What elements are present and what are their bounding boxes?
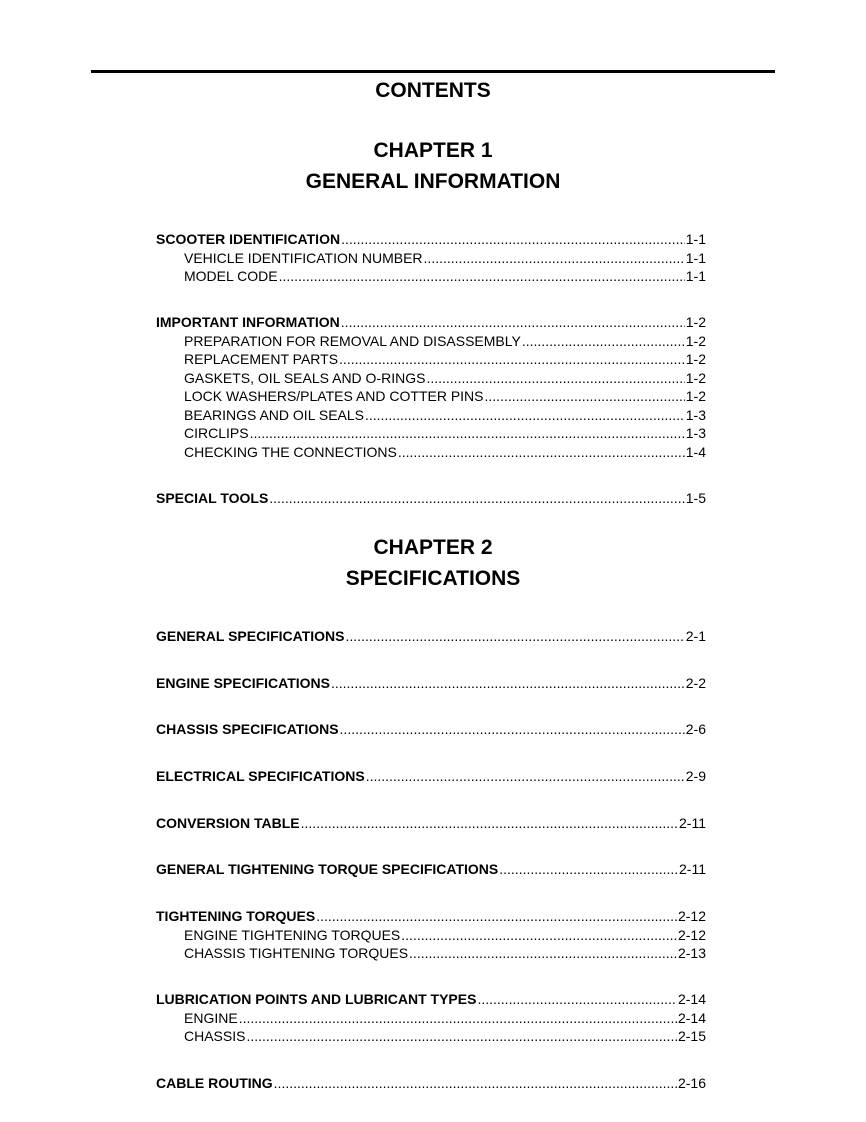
- toc-subentry[interactable]: [156, 249, 706, 268]
- dot-leader: [499, 860, 678, 879]
- contents-title: CONTENTS: [375, 79, 491, 102]
- entry-page: 2-6: [685, 721, 706, 737]
- entry-page: 2-11: [679, 861, 706, 877]
- entry-title: GASKETS, OIL SEALS AND O-RINGS: [184, 369, 426, 386]
- toc-entry[interactable]: [156, 674, 706, 693]
- dot-leader: [301, 814, 678, 833]
- entry-page: 1-3: [685, 425, 706, 441]
- toc-subentry[interactable]: [156, 926, 706, 945]
- toc-entry[interactable]: [156, 814, 706, 833]
- toc-entry[interactable]: [156, 230, 706, 249]
- toc-subentry[interactable]: [156, 424, 706, 443]
- chapter-2-label: CHAPTER 2: [373, 536, 493, 559]
- entry-page: 1-1: [685, 231, 706, 247]
- entry-page: 2-14: [677, 1009, 706, 1026]
- entry-page: 1-5: [685, 490, 706, 506]
- entry-title: CABLE ROUTING: [156, 1075, 273, 1091]
- dot-leader: [341, 313, 685, 332]
- dot-leader: [522, 332, 685, 351]
- toc-section: [156, 1074, 706, 1093]
- toc-subentry[interactable]: [156, 350, 706, 369]
- entry-title: ENGINE TIGHTENING TORQUES: [184, 926, 401, 943]
- dot-leader: [365, 406, 685, 425]
- entry-title: CHASSIS TIGHTENING TORQUES: [184, 945, 409, 961]
- entry-page: 1-2: [685, 388, 706, 404]
- dot-leader: [409, 944, 677, 963]
- toc-section: [156, 313, 706, 461]
- dot-leader: [485, 387, 685, 406]
- dot-leader: [331, 674, 685, 693]
- entry-page: 1-2: [685, 314, 706, 330]
- entry-page: 2-1: [685, 628, 706, 644]
- entry-title: ENGINE SPECIFICATIONS: [156, 675, 330, 691]
- dot-leader: [341, 230, 685, 249]
- toc-entry[interactable]: [156, 720, 706, 739]
- toc-section: [156, 230, 706, 286]
- toc-entry[interactable]: [156, 907, 706, 926]
- entry-title: CONVERSION TABLE: [156, 815, 300, 831]
- entry-page: 2-11: [679, 815, 706, 831]
- toc-subentry[interactable]: [156, 387, 706, 406]
- dot-leader: [274, 1074, 677, 1093]
- chapter-2-title: SPECIFICATIONS: [345, 567, 521, 590]
- entry-page: 2-12: [677, 926, 706, 943]
- entry-page: 1-3: [685, 406, 706, 423]
- entry-title: PREPARATION FOR REMOVAL AND DISASSEMBLY: [184, 332, 521, 349]
- dot-leader: [401, 926, 677, 945]
- entry-page: 2-14: [677, 991, 706, 1007]
- chapter-1-label: CHAPTER 1: [373, 139, 493, 162]
- toc-entry[interactable]: [156, 313, 706, 332]
- toc-subentry[interactable]: [156, 1009, 706, 1028]
- entry-title: REPLACEMENT PARTS: [184, 351, 339, 367]
- entry-page: 1-4: [685, 443, 706, 460]
- dot-leader: [346, 627, 685, 646]
- toc-subentry[interactable]: [156, 406, 706, 425]
- toc-entry[interactable]: [156, 860, 706, 879]
- toc-section: [156, 860, 706, 879]
- toc-section: [156, 674, 706, 693]
- entry-page: 2-2: [685, 675, 706, 691]
- entry-title: SPECIAL TOOLS: [156, 490, 269, 506]
- dot-leader: [316, 907, 677, 926]
- toc-section: [156, 907, 706, 963]
- toc-subentry[interactable]: [156, 1027, 706, 1046]
- entry-page: 1-2: [685, 369, 706, 386]
- toc-entry[interactable]: [156, 767, 706, 786]
- dot-leader: [246, 1027, 677, 1046]
- entry-page: 2-16: [677, 1075, 706, 1091]
- dot-leader: [366, 767, 685, 786]
- toc-section: [156, 990, 706, 1046]
- entry-title: MODEL CODE: [184, 268, 278, 284]
- entry-title: CHASSIS: [184, 1028, 246, 1044]
- toc-entry[interactable]: [156, 627, 706, 646]
- toc-entry[interactable]: [156, 1074, 706, 1093]
- entry-title: LOCK WASHERS/PLATES AND COTTER PINS: [184, 388, 484, 404]
- dot-leader: [424, 249, 685, 268]
- toc-section: [156, 767, 706, 786]
- entry-title: LUBRICATION POINTS AND LUBRICANT TYPES: [156, 991, 477, 1007]
- entry-title: TIGHTENING TORQUES: [156, 908, 316, 924]
- dot-leader: [279, 267, 685, 286]
- toc-section: [156, 814, 706, 833]
- entry-title: GENERAL SPECIFICATIONS: [156, 628, 345, 644]
- entry-page: 2-9: [685, 768, 706, 784]
- entry-page: 1-2: [685, 332, 706, 349]
- toc-subentry[interactable]: [156, 332, 706, 351]
- toc-subentry[interactable]: [156, 944, 706, 963]
- entry-title: IMPORTANT INFORMATION: [156, 314, 340, 330]
- entry-page: 1-1: [685, 268, 706, 284]
- entry-page: 2-12: [677, 908, 706, 924]
- dot-leader: [477, 990, 677, 1009]
- chapter-1-title: GENERAL INFORMATION: [305, 170, 561, 193]
- entry-title: CHASSIS SPECIFICATIONS: [156, 721, 339, 737]
- entry-title: CHECKING THE CONNECTIONS: [184, 443, 397, 460]
- toc-section: [156, 489, 706, 508]
- dot-leader: [339, 350, 685, 369]
- entry-title: VEHICLE IDENTIFICATION NUMBER: [184, 249, 423, 266]
- toc-subentry[interactable]: [156, 267, 706, 286]
- entry-title: BEARINGS AND OIL SEALS: [184, 406, 364, 423]
- dot-leader: [250, 424, 685, 443]
- dot-leader: [239, 1009, 677, 1028]
- dot-leader: [426, 369, 684, 388]
- entry-page: 1-1: [685, 249, 706, 266]
- toc-section: [156, 720, 706, 739]
- toc-section: [156, 627, 706, 646]
- entry-page: 1-2: [685, 351, 706, 367]
- top-rule: [91, 70, 775, 73]
- entry-title: ELECTRICAL SPECIFICATIONS: [156, 768, 365, 784]
- entry-page: 2-13: [677, 945, 706, 961]
- dot-leader: [398, 443, 685, 462]
- toc-entry[interactable]: [156, 990, 706, 1009]
- toc-entry[interactable]: [156, 489, 706, 508]
- entry-title: ENGINE: [184, 1009, 238, 1026]
- dot-leader: [269, 489, 684, 508]
- entry-title: CIRCLIPS: [184, 425, 249, 441]
- dot-leader: [340, 720, 685, 739]
- toc-subentry[interactable]: [156, 369, 706, 388]
- entry-title: SCOOTER IDENTIFICATION: [156, 231, 341, 247]
- entry-page: 2-15: [677, 1028, 706, 1044]
- toc-subentry[interactable]: [156, 443, 706, 462]
- entry-title: GENERAL TIGHTENING TORQUE SPECIFICATIONS: [156, 861, 499, 877]
